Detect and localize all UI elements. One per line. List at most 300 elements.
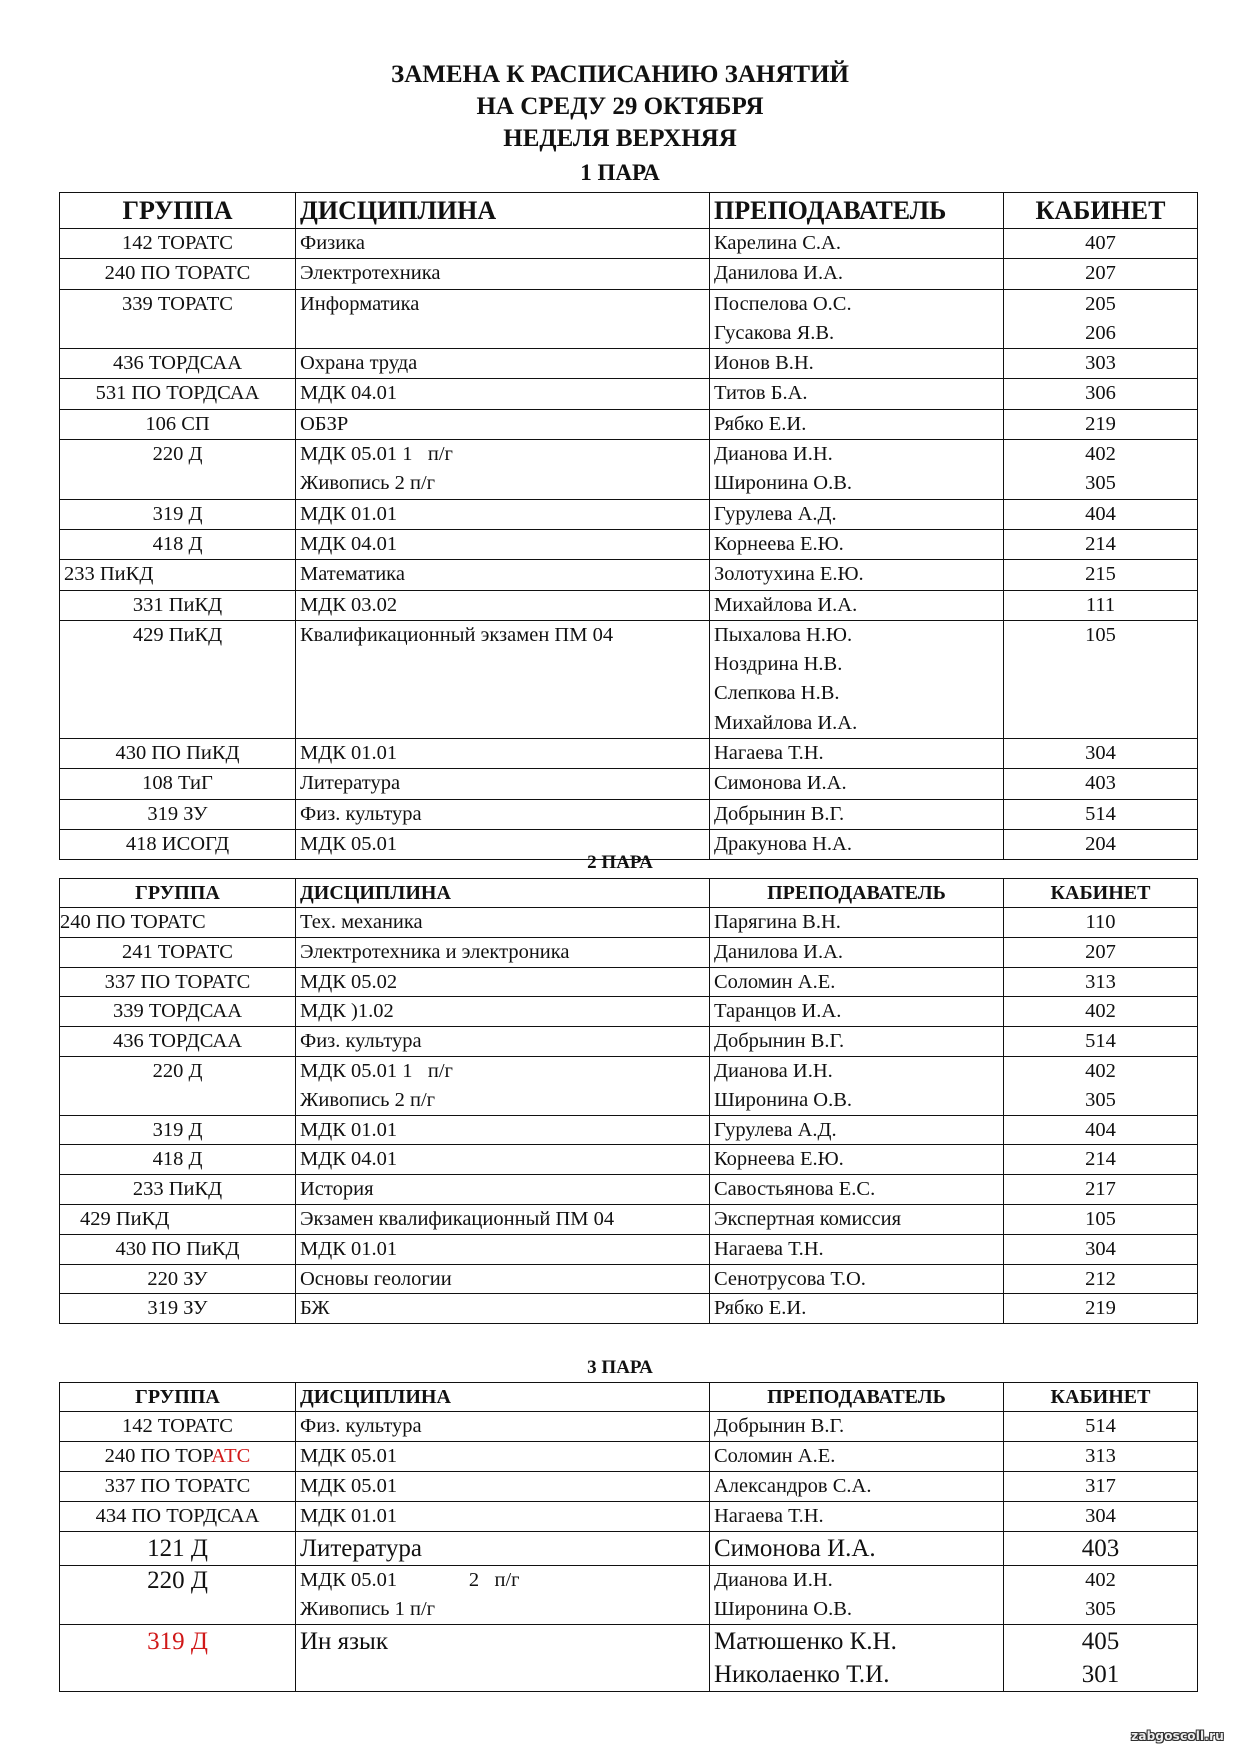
cell-group — [60, 529, 296, 559]
cell-room — [1004, 997, 1198, 1027]
table-row — [60, 529, 1198, 559]
cell-teacher — [710, 1056, 1004, 1115]
cell-group — [60, 908, 296, 938]
cell-group — [60, 967, 296, 997]
group-name: 240 ПО ТОРАТС — [104, 262, 251, 285]
cell-subject — [296, 1625, 710, 1692]
cell-group — [60, 1502, 296, 1532]
cell-group — [60, 229, 296, 259]
cell-room — [1004, 1145, 1198, 1175]
group-name: 429 ПиКД — [80, 1207, 170, 1230]
room-text: 303 — [1085, 352, 1116, 375]
room-text: 403 — [1081, 1535, 1120, 1562]
table-row — [60, 1294, 1198, 1324]
group-name-highlight: АТС — [211, 1445, 251, 1467]
room-text: 403 — [1085, 772, 1116, 795]
teacher-text: Золотухина Е.Ю. — [714, 563, 864, 586]
teacher-text: Широнина О.В. — [714, 1088, 853, 1111]
group-name: 319 Д — [147, 1628, 208, 1655]
room-text: 514 — [1085, 802, 1116, 825]
cell-room — [1004, 1442, 1198, 1472]
group-name: 418 Д — [152, 532, 203, 555]
col-header-subject: ДИСЦИПЛИНА — [296, 193, 710, 229]
table-header-row — [60, 1383, 1198, 1412]
col-header-teacher: ПРЕПОДАВАТЕЛЬ — [710, 193, 1004, 229]
table-header-row — [60, 193, 1198, 229]
watermark-logo: zabgoscoll.ru — [1131, 1729, 1224, 1743]
table-row — [60, 1234, 1198, 1264]
subject-text: МДК 04.01 — [300, 1148, 398, 1171]
cell-teacher — [710, 1175, 1004, 1205]
cell-subject — [296, 908, 710, 938]
group-name: 233 ПиКД — [132, 1178, 223, 1201]
cell-teacher — [710, 289, 1004, 349]
cell-teacher — [710, 1412, 1004, 1442]
cell-room — [1004, 739, 1198, 769]
cell-subject — [296, 1027, 710, 1057]
cell-room — [1004, 499, 1198, 529]
cell-teacher — [710, 937, 1004, 967]
cell-teacher — [710, 997, 1004, 1027]
group-name: 220 ЗУ — [147, 1267, 208, 1290]
col-header-room: КАБИНЕТ — [1004, 1383, 1198, 1412]
teacher-text: Симонова И.А. — [714, 1535, 876, 1562]
cell-subject — [296, 967, 710, 997]
teacher-text: Данилова И.А. — [714, 940, 843, 963]
subject-text: БЖ — [300, 1297, 330, 1320]
teacher-text: Ионов В.Н. — [714, 352, 814, 375]
teacher-text: Слепкова Н.В. — [714, 682, 840, 705]
room-text: 110 — [1085, 911, 1116, 933]
table-row — [60, 1056, 1198, 1115]
subject-text: Литература — [300, 772, 401, 795]
subject-text: МДК 01.01 — [300, 1118, 398, 1141]
teacher-text: Карелина С.А. — [714, 232, 841, 254]
cell-subject — [296, 1412, 710, 1442]
group-name: 430 ПО ПиКД — [115, 742, 240, 765]
group-name: 106 СП — [145, 412, 210, 435]
table-row — [60, 259, 1198, 289]
table-row — [60, 590, 1198, 620]
cell-subject — [296, 349, 710, 379]
cell-room — [1004, 1175, 1198, 1205]
cell-group — [60, 499, 296, 529]
teacher-text: Пыхалова Н.Ю. — [714, 623, 853, 646]
cell-room — [1004, 620, 1198, 738]
table-row — [60, 1412, 1198, 1442]
cell-room — [1004, 440, 1198, 500]
group-name: 121 Д — [147, 1535, 208, 1562]
room-text: 217 — [1085, 1178, 1116, 1201]
group-name: 240 ПО ТОР — [104, 1445, 212, 1467]
cell-room — [1004, 289, 1198, 349]
table-row — [60, 1264, 1198, 1294]
subject-text: Электротехника и электроника — [300, 940, 570, 963]
room-text: 207 — [1085, 262, 1116, 285]
section-title-1: 1 ПАРА — [580, 160, 660, 185]
table-row — [60, 908, 1198, 938]
subject-text: МДК 04.01 — [300, 382, 398, 405]
teacher-text: Поспелова О.С. — [714, 292, 852, 315]
cell-room — [1004, 1264, 1198, 1294]
teacher-text: Симонова И.А. — [714, 772, 847, 795]
col-header-room: КАБИНЕТ — [1004, 879, 1198, 908]
cell-group — [60, 349, 296, 379]
subject-text: Физ. культура — [300, 1415, 422, 1437]
document-date: НА СРЕДУ 29 ОКТЯБРЯ — [476, 93, 764, 120]
group-name: 339 ТОРДСАА — [112, 1000, 243, 1023]
cell-group — [60, 620, 296, 738]
cell-group — [60, 1472, 296, 1502]
table-row — [60, 1204, 1198, 1234]
cell-room — [1004, 1532, 1198, 1566]
table-row — [60, 1115, 1198, 1145]
cell-subject — [296, 1532, 710, 1566]
schedule-table-2 — [59, 878, 1198, 1324]
room-text: 306 — [1085, 382, 1116, 405]
room-text: 304 — [1085, 1505, 1116, 1527]
teacher-text: Экспертная комиссия — [714, 1207, 902, 1230]
cell-teacher — [710, 908, 1004, 938]
cell-subject — [296, 1472, 710, 1502]
cell-group — [60, 440, 296, 500]
cell-teacher — [710, 560, 1004, 590]
cell-teacher — [710, 1234, 1004, 1264]
teacher-text: Михайлова И.А. — [714, 593, 858, 616]
cell-subject — [296, 1175, 710, 1205]
cell-teacher — [710, 499, 1004, 529]
group-name: 337 ПО ТОРАТС — [104, 1475, 251, 1497]
col-header-group: ГРУППА — [60, 879, 296, 908]
teacher-text: Дианова И.Н. — [714, 1569, 833, 1591]
teacher-text: Дианова И.Н. — [714, 443, 833, 466]
group-name: 220 Д — [152, 1059, 203, 1082]
cell-subject — [296, 259, 710, 289]
table-row — [60, 379, 1198, 409]
room-text: 305 — [1085, 472, 1116, 495]
room-text: 402 — [1085, 1569, 1116, 1591]
subject-text: Электротехника — [300, 262, 441, 285]
room-text: 317 — [1085, 1475, 1116, 1497]
cell-room — [1004, 937, 1198, 967]
cell-room — [1004, 908, 1198, 938]
cell-teacher — [710, 440, 1004, 500]
group-name: 531 ПО ТОРДСАА — [95, 382, 260, 405]
table-row — [60, 967, 1198, 997]
table-row — [60, 1532, 1198, 1566]
cell-group — [60, 1532, 296, 1566]
cell-subject — [296, 937, 710, 967]
room-text: 514 — [1085, 1030, 1116, 1053]
cell-room — [1004, 1566, 1198, 1625]
cell-teacher — [710, 1566, 1004, 1625]
cell-teacher — [710, 1115, 1004, 1145]
table-row — [60, 769, 1198, 799]
subject-text: Ин язык — [300, 1628, 389, 1655]
table-header-row — [60, 879, 1198, 908]
group-name: 339 ТОРАТС — [122, 292, 233, 315]
table-row — [60, 1625, 1198, 1692]
cell-teacher — [710, 1532, 1004, 1566]
group-name: 241 ТОРАТС — [122, 940, 233, 963]
subject-text: МДК 05.01 2 п/г — [300, 1569, 520, 1591]
table-row — [60, 1027, 1198, 1057]
subject-text: Живопись 2 п/г — [300, 472, 436, 495]
cell-group — [60, 379, 296, 409]
room-text: 207 — [1085, 940, 1116, 963]
col-header-room: КАБИНЕТ — [1004, 193, 1198, 229]
teacher-text: Соломин А.Е. — [714, 1445, 836, 1467]
cell-group — [60, 560, 296, 590]
subject-text: МДК )1.02 — [300, 1000, 394, 1023]
subject-text: История — [300, 1178, 374, 1201]
table-row — [60, 1442, 1198, 1472]
col-header-group: ГРУППА — [60, 1383, 296, 1412]
subject-text: МДК 01.01 — [300, 502, 398, 525]
cell-group — [60, 1264, 296, 1294]
cell-subject — [296, 560, 710, 590]
cell-group — [60, 739, 296, 769]
cell-room — [1004, 379, 1198, 409]
room-text: 305 — [1085, 1088, 1116, 1111]
subject-text: Информатика — [300, 292, 420, 315]
teacher-text: Таранцов И.А. — [714, 1000, 842, 1023]
schedule-table-3 — [59, 1382, 1198, 1692]
group-name: 319 Д — [152, 1118, 203, 1141]
room-text: 105 — [1085, 1207, 1116, 1230]
cell-subject — [296, 1264, 710, 1294]
room-text: 301 — [1081, 1661, 1120, 1688]
teacher-text: Корнеева Е.Ю. — [714, 1148, 844, 1171]
cell-group — [60, 1204, 296, 1234]
group-name: 142 ТОРАТС — [122, 232, 233, 254]
teacher-text: Добрынин В.Г. — [714, 1030, 845, 1053]
subject-text: Квалификационный экзамен ПМ 04 — [300, 623, 614, 646]
cell-subject — [296, 289, 710, 349]
cell-group — [60, 1145, 296, 1175]
subject-text: МДК 05.01 — [300, 832, 398, 855]
room-text: 214 — [1085, 1148, 1116, 1171]
cell-room — [1004, 560, 1198, 590]
subject-text: МДК 05.01 1 п/г — [300, 443, 453, 466]
cell-room — [1004, 1412, 1198, 1442]
cell-teacher — [710, 1145, 1004, 1175]
room-text: 204 — [1085, 832, 1116, 855]
cell-room — [1004, 1204, 1198, 1234]
cell-group — [60, 289, 296, 349]
subject-text: Физ. культура — [300, 802, 422, 825]
cell-teacher — [710, 529, 1004, 559]
table-row — [60, 739, 1198, 769]
subject-text: Физ. культура — [300, 1030, 422, 1053]
teacher-text: Добрынин В.Г. — [714, 1415, 845, 1437]
table-row — [60, 560, 1198, 590]
room-text: 215 — [1085, 563, 1116, 586]
cell-subject — [296, 1145, 710, 1175]
room-text: 205 — [1085, 292, 1116, 315]
cell-room — [1004, 1115, 1198, 1145]
cell-teacher — [710, 799, 1004, 829]
teacher-text: Гурулева А.Д. — [714, 502, 837, 525]
cell-subject — [296, 440, 710, 500]
teacher-text: Рябко Е.И. — [714, 412, 807, 435]
teacher-text: Рябко Е.И. — [714, 1297, 807, 1320]
cell-teacher — [710, 590, 1004, 620]
subject-text: МДК 01.01 — [300, 1237, 398, 1260]
teacher-text: Корнеева Е.Ю. — [714, 532, 844, 555]
group-name: 430 ПО ПиКД — [115, 1237, 240, 1260]
room-text: 313 — [1085, 970, 1116, 993]
teacher-text: Титов Б.А. — [714, 382, 808, 405]
cell-room — [1004, 1472, 1198, 1502]
table-row — [60, 997, 1198, 1027]
cell-group — [60, 259, 296, 289]
room-text: 219 — [1085, 412, 1116, 435]
cell-room — [1004, 1234, 1198, 1264]
cell-subject — [296, 379, 710, 409]
group-name: 220 Д — [147, 1567, 208, 1594]
cell-subject — [296, 529, 710, 559]
subject-text: Тех. механика — [300, 911, 423, 933]
teacher-text: Сенотрусова Т.О. — [714, 1267, 866, 1290]
cell-teacher — [710, 1204, 1004, 1234]
col-header-subject: ДИСЦИПЛИНА — [296, 879, 710, 908]
table-row — [60, 937, 1198, 967]
cell-teacher — [710, 259, 1004, 289]
cell-group — [60, 590, 296, 620]
cell-teacher — [710, 967, 1004, 997]
cell-teacher — [710, 1294, 1004, 1324]
room-text: 402 — [1085, 1059, 1116, 1082]
room-text: 402 — [1085, 1000, 1116, 1023]
teacher-text: Парягина В.Н. — [714, 911, 841, 933]
teacher-text: Ноздрина Н.В. — [714, 653, 843, 676]
group-name: 337 ПО ТОРАТС — [104, 970, 251, 993]
cell-teacher — [710, 1027, 1004, 1057]
room-text: 404 — [1085, 1118, 1116, 1141]
room-text: 105 — [1085, 623, 1116, 646]
teacher-text: Соломин А.Е. — [714, 970, 836, 993]
cell-subject — [296, 1234, 710, 1264]
section-title-2: 2 ПАРА — [587, 852, 653, 873]
cell-room — [1004, 769, 1198, 799]
group-name: 331 ПиКД — [132, 593, 223, 616]
cell-room — [1004, 967, 1198, 997]
cell-teacher — [710, 349, 1004, 379]
subject-text: Физика — [300, 232, 365, 254]
room-text: 304 — [1085, 742, 1116, 765]
cell-subject — [296, 409, 710, 439]
cell-subject — [296, 1566, 710, 1625]
room-text: 514 — [1085, 1415, 1116, 1437]
table-row — [60, 1566, 1198, 1625]
cell-subject — [296, 1056, 710, 1115]
room-text: 219 — [1085, 1297, 1116, 1320]
teacher-text: Данилова И.А. — [714, 262, 843, 285]
subject-text: Математика — [300, 563, 405, 586]
cell-teacher — [710, 620, 1004, 738]
table-row — [60, 440, 1198, 500]
teacher-text: Матюшенко К.Н. — [714, 1628, 897, 1655]
table-row — [60, 799, 1198, 829]
subject-text: ОБЗР — [300, 412, 349, 435]
cell-teacher — [710, 1502, 1004, 1532]
group-name: 142 ТОРАТС — [122, 1415, 233, 1437]
group-name: 429 ПиКД — [132, 623, 223, 646]
cell-subject — [296, 229, 710, 259]
cell-teacher — [710, 1264, 1004, 1294]
cell-teacher — [710, 379, 1004, 409]
teacher-text: Широнина О.В. — [714, 1598, 853, 1620]
group-name: 434 ПО ТОРДСАА — [95, 1505, 260, 1527]
table-row — [60, 289, 1198, 349]
cell-room — [1004, 349, 1198, 379]
cell-group — [60, 1442, 296, 1472]
cell-teacher — [710, 409, 1004, 439]
room-text: 405 — [1081, 1628, 1120, 1655]
subject-text: МДК 01.01 — [300, 1505, 398, 1527]
cell-group — [60, 1412, 296, 1442]
cell-subject — [296, 1502, 710, 1532]
table-row — [60, 620, 1198, 738]
cell-group — [60, 1566, 296, 1625]
cell-subject — [296, 1442, 710, 1472]
teacher-text: Савостьянова Е.С. — [714, 1178, 876, 1201]
room-text: 111 — [1085, 593, 1116, 616]
group-name: 233 ПиКД — [64, 563, 154, 586]
cell-group — [60, 1027, 296, 1057]
cell-group — [60, 1056, 296, 1115]
cell-room — [1004, 1056, 1198, 1115]
group-name: 418 Д — [152, 1148, 203, 1171]
document-week: НЕДЕЛЯ ВЕРХНЯЯ — [503, 125, 737, 152]
teacher-text: Гурулева А.Д. — [714, 1118, 837, 1141]
cell-group — [60, 1234, 296, 1264]
group-name: 240 ПО ТОРАТС — [60, 911, 206, 933]
cell-teacher — [710, 739, 1004, 769]
teacher-text: Нагаева Т.Н. — [714, 742, 824, 765]
group-name: 436 ТОРДСАА — [112, 352, 243, 375]
subject-text: МДК 04.01 — [300, 532, 398, 555]
subject-text: МДК 05.02 — [300, 970, 398, 993]
subject-text: Экзамен квалификационный ПМ 04 — [300, 1207, 615, 1230]
schedule-table-1 — [59, 192, 1198, 860]
subject-text: Охрана труда — [300, 352, 418, 375]
subject-text: МДК 05.01 — [300, 1445, 398, 1467]
table-row — [60, 499, 1198, 529]
room-text: 206 — [1085, 321, 1116, 344]
cell-room — [1004, 259, 1198, 289]
group-name: 319 Д — [152, 502, 203, 525]
col-header-teacher: ПРЕПОДАВАТЕЛЬ — [710, 1383, 1004, 1412]
table-row — [60, 349, 1198, 379]
subject-text: Основы геологии — [300, 1267, 452, 1290]
col-header-teacher: ПРЕПОДАВАТЕЛЬ — [710, 879, 1004, 908]
cell-room — [1004, 590, 1198, 620]
teacher-text: Нагаева Т.Н. — [714, 1237, 824, 1260]
cell-teacher — [710, 769, 1004, 799]
cell-subject — [296, 1115, 710, 1145]
cell-subject — [296, 1204, 710, 1234]
document-title: ЗАМЕНА К РАСПИСАНИЮ ЗАНЯТИЙ — [391, 61, 849, 88]
teacher-text: Добрынин В.Г. — [714, 802, 845, 825]
cell-teacher — [710, 229, 1004, 259]
cell-group — [60, 769, 296, 799]
cell-teacher — [710, 1442, 1004, 1472]
cell-group — [60, 1625, 296, 1692]
cell-room — [1004, 229, 1198, 259]
group-name: 418 ИСОГД — [125, 832, 230, 855]
